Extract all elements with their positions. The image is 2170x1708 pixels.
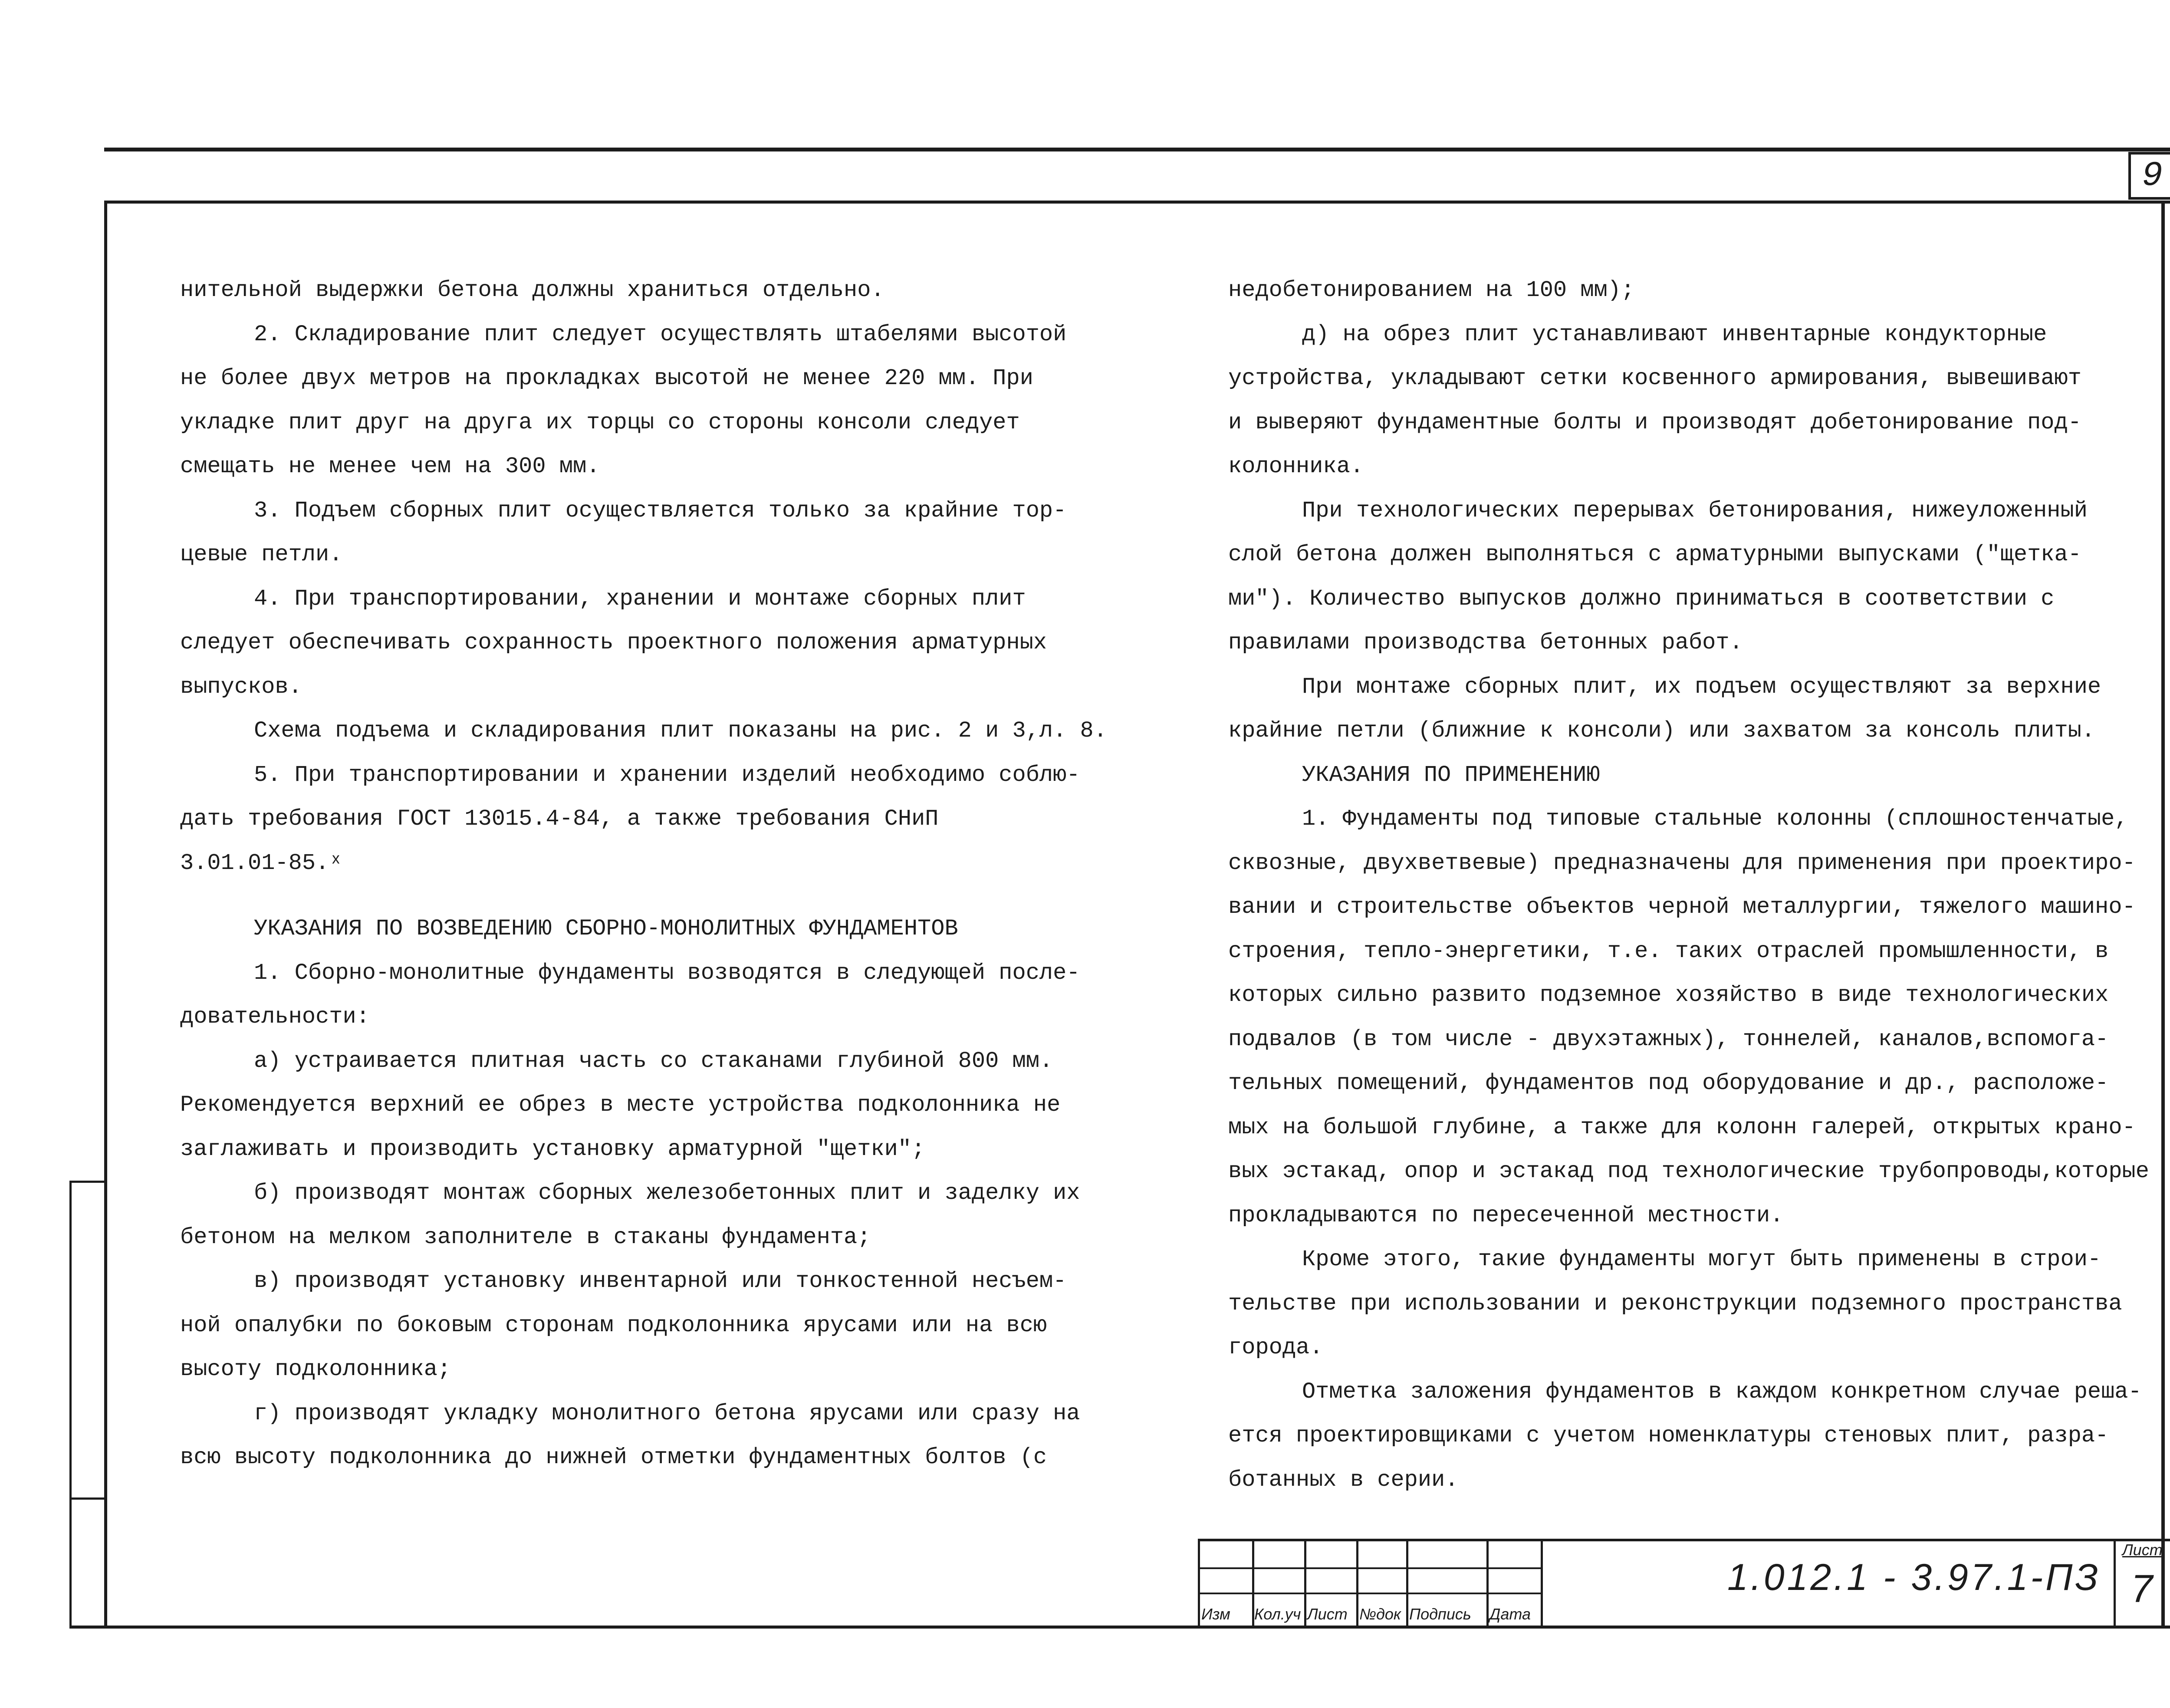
left-column-line: следует обеспечивать сохранность проектного положения арматурных [180, 630, 1047, 655]
right-column-line: прокладываются по пересеченной местности. [1228, 1202, 1784, 1228]
top-sheet-number: 9 [2128, 152, 2170, 200]
stamp-col-5 [1406, 1541, 1408, 1626]
stamp-label-data: Дата [1489, 1605, 1531, 1623]
stamp-label-podpis: Подпись [1409, 1605, 1471, 1623]
stamp-col-6 [1486, 1541, 1489, 1626]
sheet-box [2118, 1541, 2170, 1623]
right-column-line: При технологических перерывах бетонирования, нижеуложенный [1302, 497, 2088, 523]
stamp-label-ndok: №док [1359, 1605, 1401, 1623]
right-column-line: устройства, укладывают сетки косвенного армирования, вывешивают [1228, 365, 2081, 391]
stamp-label-list: Лист [1307, 1605, 1348, 1623]
left-column-line: смещать не менее чем на 300 мм. [180, 454, 600, 479]
left-column-line: укладке плит друг на друга их торцы со стороны консоли следует [180, 409, 1020, 435]
left-column-line: 5. При транспортировании и хранении изделий необходимо соблю- [254, 762, 1080, 788]
left-text-column [180, 268, 1107, 1480]
sheet-number: 7 [2131, 1567, 2153, 1611]
left-column-line: 3. Подъем сборных плит осуществляется только за крайние тор- [254, 497, 1067, 523]
right-column-line: сквозные, двухветвевые) предназначены для применения при проектиро- [1228, 850, 2136, 876]
frame-bottom [69, 1626, 2170, 1629]
right-column-line: слой бетона должен выполняться с арматурными выпусками ("щетка- [1228, 542, 2081, 567]
left-column-line: 2. Складирование плит следует осуществлять штабелями высотой [254, 321, 1067, 347]
stamp-label-kol-uch: Кол.уч [1254, 1605, 1301, 1623]
stamp-col-1 [1198, 1541, 1200, 1626]
binding-strip-left [69, 1181, 72, 1628]
right-column-line: д) на обрез плит устанавливают инвентарные кондукторные [1302, 321, 2047, 347]
left-column-line: ной опалубки по боковым сторонам подколонника ярусами или на всю [180, 1312, 1047, 1338]
left-column-line: цевые петли. [180, 542, 343, 567]
right-column-line: тельных помещений, фундаментов под оборудование и др., расположе- [1228, 1070, 2109, 1096]
right-column-line: вании и строительстве объектов черной металлургии, тяжелого машино- [1228, 894, 2136, 920]
right-column-line: ми"). Количество выпусков должно приниматься в соответствии с [1228, 586, 2055, 612]
right-column-line: При монтаже сборных плит, их подъем осуществляют за верхние [1302, 674, 2101, 700]
left-column-line: б) производят монтаж сборных железобетонных плит и заделку их [254, 1180, 1080, 1206]
stamp-row-line-2 [1198, 1593, 1541, 1594]
frame-left-border [104, 201, 107, 1629]
frame-top-inner [104, 201, 2170, 204]
right-column-line: правилами производства бетонных работ. [1228, 630, 1743, 655]
left-column-line: 4. При транспортировании, хранении и монтаже сборных плит [254, 586, 1026, 612]
sheet-box-border [2114, 1541, 2116, 1626]
binding-strip-tick-1 [69, 1181, 106, 1183]
document-code: 1.012.1 - 3.97.1-ПЗ [1727, 1557, 2101, 1598]
right-column-line: вых эстакад, опор и эстакад под технологические трубопроводы,которые [1228, 1158, 2149, 1184]
right-column-line: подвалов (в том числе - двухэтажных), тоннелей, каналов,вспомога- [1228, 1026, 2109, 1052]
stamp-col-3 [1304, 1541, 1306, 1626]
left-column-line: УКАЗАНИЯ ПО ВОЗВЕДЕНИЮ СБОРНО-МОНОЛИТНЫХ ФУНДАМЕНТОВ [254, 916, 958, 941]
right-column-line: строения, тепло-энергетики, т.е. таких отраслей промышленности, в [1228, 938, 2109, 964]
left-column-line: дать требования ГОСТ 13015.4-84, а также требования СНиП [180, 806, 939, 832]
sheet-box-label: Лист [2122, 1541, 2163, 1559]
right-column-line: и выверяют фундаментные болты и производят добетонирование под- [1228, 409, 2081, 435]
stamp-row-line-1 [1198, 1567, 1541, 1569]
right-column-line: крайние петли (ближние к консоли) или захватом за консоль плиты. [1228, 718, 2095, 744]
left-column-line: выпусков. [180, 674, 302, 700]
left-column-line: Схема подъема и складирования плит показаны на рис. 2 и 3,л. 8. [254, 718, 1107, 744]
left-column-line: 1. Сборно-монолитные фундаменты возводятся в следующей после- [254, 960, 1080, 986]
stamp-col-4 [1356, 1541, 1358, 1626]
left-column-line: 3.01.01-85.ˣ [180, 850, 343, 876]
right-text-column [1228, 268, 2157, 1502]
left-column-line: заглаживать и производить установку арматурной "щетки"; [180, 1136, 925, 1162]
left-column-line: г) производят укладку монолитного бетона ярусами или сразу на [254, 1400, 1080, 1426]
right-column-line: УКАЗАНИЯ ПО ПРИМЕНЕНИЮ [1302, 762, 1600, 788]
right-column-line: города. [1228, 1335, 1323, 1360]
left-column-line: нительной выдержки бетона должны храниться отдельно. [180, 277, 884, 303]
right-column-line: ется проектировщиками с учетом номенклатуры стеновых плит, разра- [1228, 1423, 2109, 1448]
right-column-line: тельстве при использовании и реконструкции подземного пространства [1228, 1290, 2122, 1316]
stamp-col-7 [1541, 1541, 1543, 1626]
right-column-line: колонника. [1228, 454, 1364, 479]
left-column-line [180, 885, 1083, 907]
frame-top-outer [104, 148, 2170, 151]
left-column-line: довательности: [180, 1004, 370, 1030]
right-column-line: недобетонированием на 100 мм); [1228, 277, 1635, 303]
frame-right-border [2161, 201, 2165, 1629]
stamp-label-izm: Изм [1201, 1605, 1230, 1623]
left-column-line: всю высоту подколонника до нижней отметки фундаментных болтов (с [180, 1445, 1047, 1470]
right-column-line: Отметка заложения фундаментов в каждом конкретном случае реша- [1302, 1379, 2142, 1405]
left-column-line: не более двух метров на прокладках высотой не менее 220 мм. При [180, 365, 1033, 391]
right-column-line: Кроме этого, такие фундаменты могут быть применены в строи- [1302, 1247, 2101, 1272]
left-column-line: высоту подколонника; [180, 1356, 451, 1382]
right-column-line: которых сильно развито подземное хозяйство в виде технологических [1228, 982, 2109, 1008]
left-column-line: бетоном на мелком заполнителе в стаканы фундамента; [180, 1224, 871, 1250]
left-column-line: а) устраивается плитная часть со стаканами глубиной 800 мм. [254, 1048, 1053, 1074]
left-column-line: в) производят установку инвентарной или тонкостенной несъем- [254, 1268, 1067, 1294]
right-column-line: 1. Фундаменты под типовые стальные колонны (сплошностенчатые, [1302, 806, 2128, 832]
left-column-line: Рекомендуется верхний ее обрез в месте устройства подколонника не [180, 1092, 1061, 1118]
binding-strip-tick-2 [69, 1497, 106, 1500]
right-column-line: мых на большой глубине, а также для колонн галерей, открытых крано- [1228, 1114, 2136, 1140]
right-column-line: ботанных в серии. [1228, 1467, 1459, 1493]
